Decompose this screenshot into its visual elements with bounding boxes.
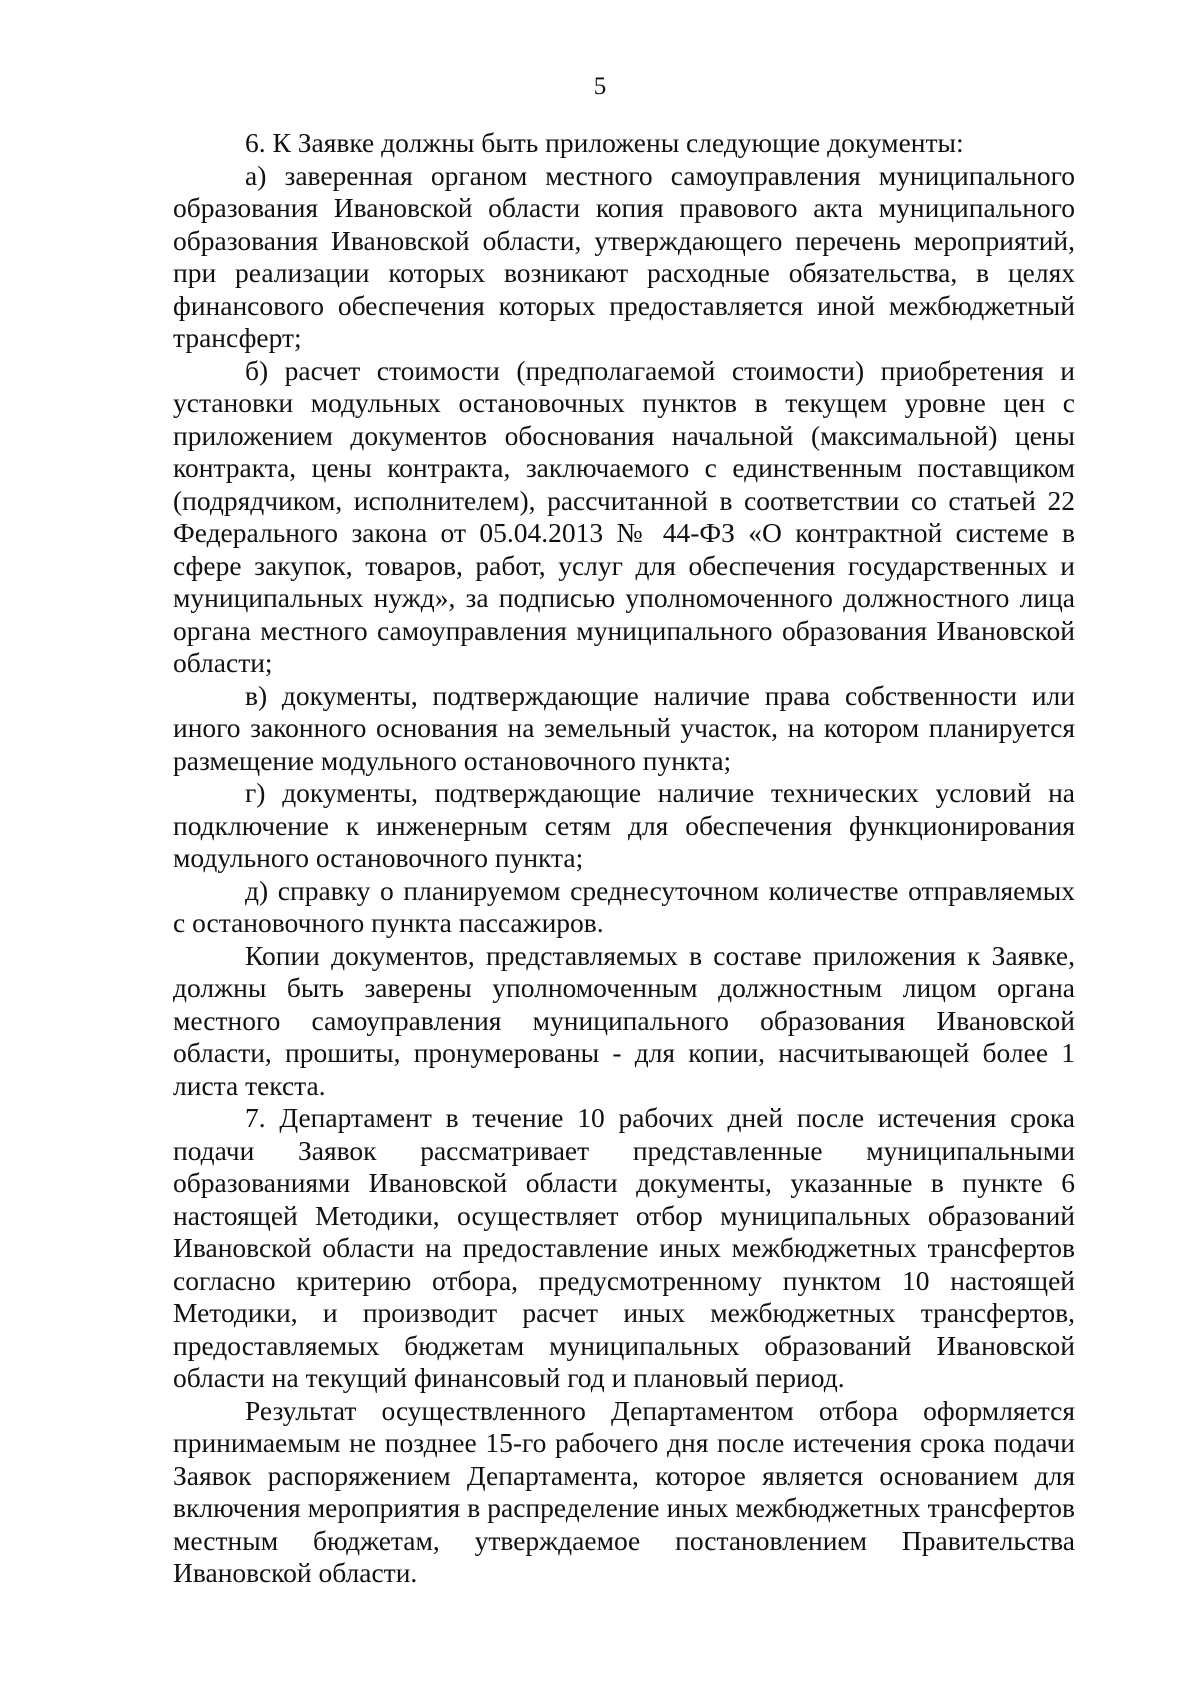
paragraph-subitem-b: б) расчет стоимости (предполагаемой стоимости) приобретения и установки модульных остановочных пунктов в текущем уровне цен с приложением документов обоснования начальной (максимальной) цены контракта, цены контракта, заключаемого с единственным поставщиком (подрядчиком, исполнителем), рассчитанной в соответствии со статьей 22 Федерального закона от 05.04.2013 № 44-ФЗ «О контрактной системе в сфере закупок, товаров, работ, услуг для обеспечения государственных и муниципальных нужд», за подписью уполномоченного должностного лица органа местного самоуправления муниципального образования Ивановской области; xyxy=(173,354,1075,678)
page-number: 5 xyxy=(593,73,607,100)
paragraph-subitem-a: а) заверенная органом местного самоуправления муниципального образования Ивановской области копия правового акта муниципального образования Ивановской области, утверждающего перечень мероприятий, при реализации которых возникают расходные обязательства, в целях финансового обеспечения которых предоставляется иной межбюджетный трансферт; xyxy=(173,159,1075,353)
paragraph-item-7: 7. Департамент в течение 10 рабочих дней после истечения срока подачи Заявок рассматривает представленные муниципальными образованиями Ивановской области документы, указанные в пункте 6 настоящей Методики, осуществляет отбор муниципальных образований Ивановской области на предоставление иных межбюджетных трансфертов согласно критерию отбора, предусмотренному пунктом 10 настоящей Методики, и производит расчет иных межбюджетных трансфертов, предоставляемых бюджетам муниципальных образований Ивановской области на текущий финансовый год и плановый период. xyxy=(173,1102,1075,1393)
paragraph-subitem-v: в) документы, подтверждающие наличие права собственности или иного законного основания на земельный участок, на котором планируется размещение модульного остановочного пункта; xyxy=(173,679,1075,776)
paragraph-selection-result: Результат осуществленного Департаментом отбора оформляется принимаемым не позднее 15-го рабочего дня после истечения срока подачи Заявок распоряжением Департамента, которое является основанием для включения мероприятия в распределение иных межбюджетных трансфертов местным бюджетам, утверждаемое постановлением Правительства Ивановской области. xyxy=(173,1394,1075,1588)
paragraph-subitem-g: г) документы, подтверждающие наличие технических условий на подключение к инженерным сетям для обеспечения функционирования модульного остановочного пункта; xyxy=(173,777,1075,873)
document-body xyxy=(173,127,1075,1590)
paragraph-copies-certification: Копии документов, представляемых в составе приложения к Заявке, должны быть заверены уполномоченным должностным лицом органа местного самоуправления муниципального образования Ивановской области, прошиты, пронумерованы - для копии, насчитывающей более 1 листа текста. xyxy=(173,939,1075,1101)
paragraph-item-6-heading: 6. К Заявке должны быть приложены следующие документы: xyxy=(245,127,964,158)
paragraph-subitem-d: д) справку о планируемом среднесуточном количестве отправляемых с остановочного пункта пассажиров. xyxy=(173,874,1075,938)
